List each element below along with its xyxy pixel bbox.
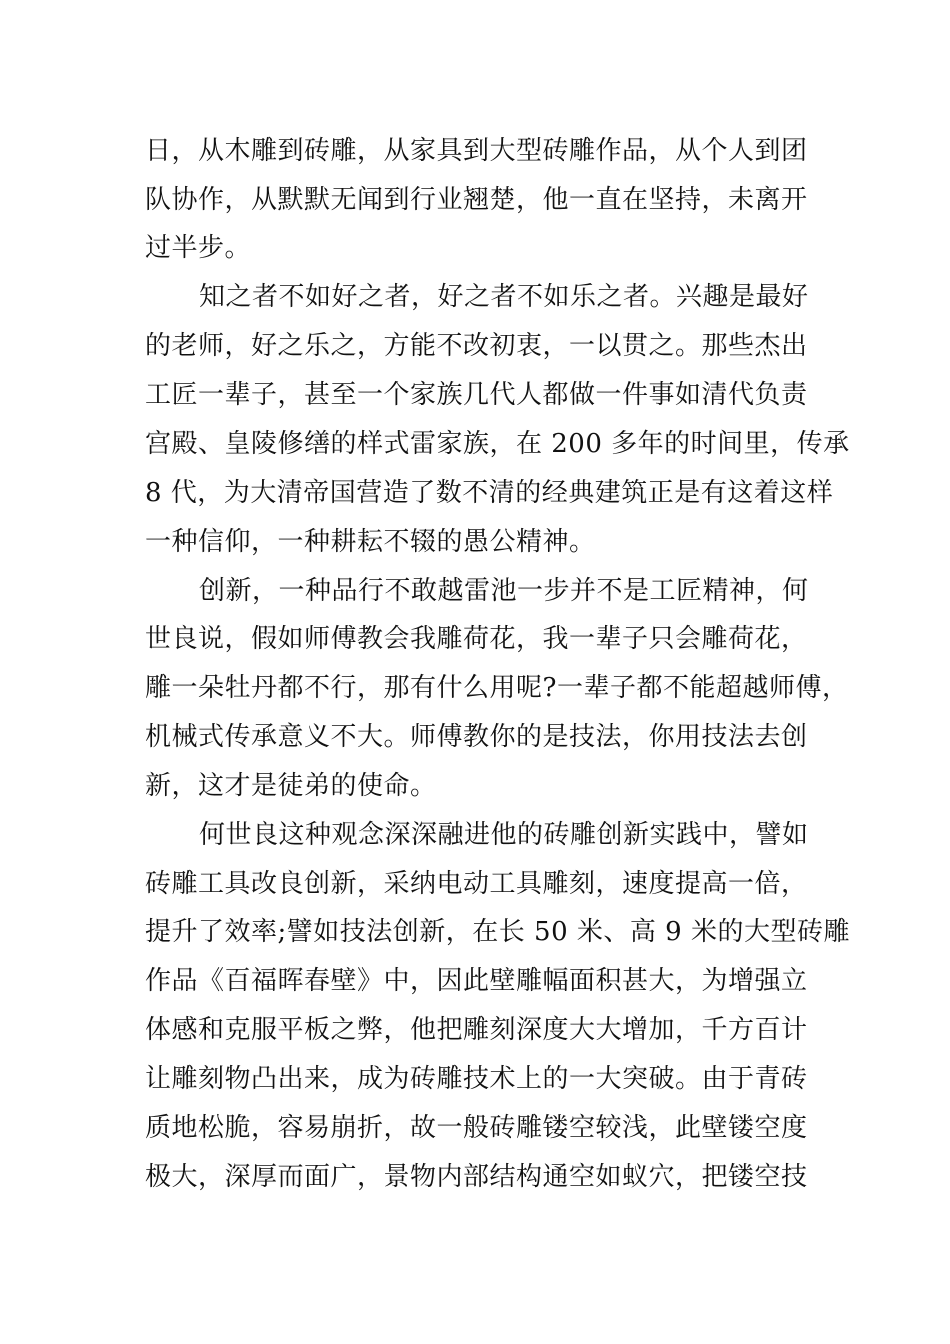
paragraph-4-line-3: 提升了效率;譬如技法创新，在长 50 米、高 9 米的大型砖雕	[145, 917, 850, 947]
paragraph-2-line-2: 的老师，好之乐之，方能不改初衷，一以贯之。那些杰出	[145, 331, 808, 361]
paragraph-4-line-4: 作品《百福晖春壁》中，因此壁雕幅面积甚大，为增强立	[145, 966, 808, 996]
paragraph-3-line-1: 创新，一种品行不敢越雷池一步并不是工匠精神，何	[199, 576, 809, 606]
paragraph-4-line-2: 砖雕工具改良创新，采纳电动工具雕刻，速度提高一倍，	[145, 869, 808, 899]
paragraph-3-line-3: 雕一朵牡丹都不行，那有什么用呢?一辈子都不能超越师傅，	[145, 673, 849, 703]
paragraph-2-line-6: 一种信仰，一种耕耘不辍的愚公精神。	[145, 527, 596, 557]
paragraph-2-line-1: 知之者不如好之者，好之者不如乐之者。兴趣是最好	[199, 282, 809, 312]
paragraph-4-line-1: 何世良这种观念深深融进他的砖雕创新实践中，譬如	[199, 820, 809, 850]
paragraph-2-line-5: 8 代，为大清帝国营造了数不清的经典建筑正是有这着这样	[145, 478, 834, 508]
paragraph-3-line-2: 世良说，假如师傅教会我雕荷花，我一辈子只会雕荷花，	[145, 624, 808, 654]
paragraph-4-line-5: 体感和克服平板之弊，他把雕刻深度大大增加，千方百计	[145, 1015, 808, 1045]
paragraph-4-line-7: 质地松脆，容易崩折，故一般砖雕镂空较浅，此壁镂空度	[145, 1113, 808, 1143]
paragraph-2-line-4: 宫殿、皇陵修缮的样式雷家族，在 200 多年的时间里，传承	[145, 429, 850, 459]
paragraph-1-line-1: 日，从木雕到砖雕，从家具到大型砖雕作品，从个人到团	[145, 136, 808, 166]
paragraph-4-line-6: 让雕刻物凸出来，成为砖雕技术上的一大突破。由于青砖	[145, 1064, 808, 1094]
paragraph-3-line-4: 机械式传承意义不大。师傅教你的是技法，你用技法去创	[145, 722, 808, 752]
paragraph-4-line-8: 极大，深厚而面广，景物内部结构通空如蚁穴，把镂空技	[145, 1162, 808, 1192]
paragraph-2-line-3: 工匠一辈子，甚至一个家族几代人都做一件事如清代负责	[145, 380, 808, 410]
paragraph-1-line-3: 过半步。	[145, 233, 252, 263]
paragraph-3-line-5: 新，这才是徒弟的使命。	[145, 771, 437, 801]
paragraph-1-line-2: 队协作，从默默无闻到行业翘楚，他一直在坚持，未离开	[145, 185, 808, 215]
